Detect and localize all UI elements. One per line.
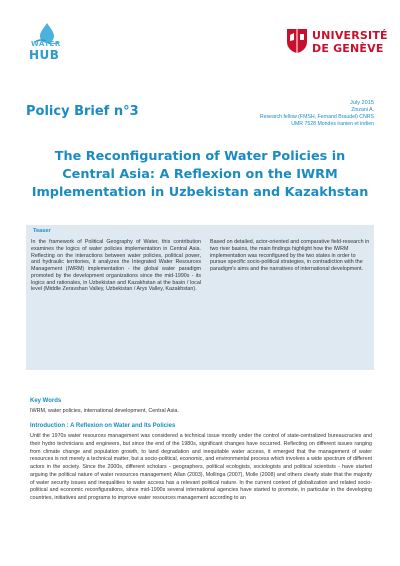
teaser-heading: Teaser — [33, 228, 51, 234]
waterhub-logo-line1: WATER — [31, 40, 61, 48]
author-unit: UMR 7528 Mondes iranien et indien — [291, 121, 374, 127]
waterhub-logo-line2: HUB — [29, 48, 60, 62]
waterhub-logo — [27, 22, 69, 68]
policy-brief-number: Policy Brief n°3 — [26, 104, 139, 119]
keywords-heading: Key Words — [30, 398, 62, 404]
university-logo — [286, 28, 388, 68]
teaser-column-left: In the framework of Political Geography of Water, this contribution examines the logics of water policies implementation in Central Asia. Reflecting on the interactions between water policies, political power, and hydraulic territories, it analyzes the Integrated Water Resources Management (IWRM) implementation - the global water paradigm promoted by the development organizations since the mid-1990s - its logics and rationales, in Uzbekistan and Kazakhstan at the basin / local level (Middle Zeravshan Valley, Uzbekistan / Arys Valley, Kazakhstan). — [31, 239, 201, 293]
document-meta — [174, 100, 374, 128]
author-affiliation: Research fellow (FMSH, Fernand Braudel) CNRS — [259, 114, 374, 120]
publication-date: July 2015 — [350, 100, 374, 106]
university-logo-line1: UNIVERSITÉ — [312, 29, 388, 42]
university-logo-line2: DE GENÈVE — [312, 42, 384, 55]
introduction-body: Until the 1970s water resources management was considered a technical issue mostly under the control of state-centralized bureaucracies and their hydro technicians and engineers, but since the end of the 1980s, significant changes have occurred. Reflecting on different issues ranging from climate change and population growth, to land degradation and inequitable water access, it emerged that the management of water resources is not merely a technical matter, but a socio-political, economic, and environmental process which involves a wide spectrum of different actors in the society. Since the 2000s, different scholars - geographers, political ecologists, sociologists and political scientists - have started arguing the political nature of water resources management; Allan (2003), Mollinga (2007), Molle (2008) and others clearly state that the majority of water security issues and inequalities to water access has a relevant political nature. In the current context of globalization and related socio-political and economic reconfigurations, since mid-1990s several international agencies have started to promote, in particular in the developing countries, initiatives and programs to improve water resources management according to an — [30, 433, 372, 501]
crest-icon — [286, 28, 308, 54]
teaser-column-right: Based on detailed, actor-oriented and comparative field-research in two river basins, the main findings highlight how the IWRM implementation was reconfigured by the two states in order to pursue specific socio-political strategies, in contradiction with the paradigm's aims and the narratives of international development. — [210, 239, 370, 272]
author: Zinzani A. — [351, 107, 374, 113]
keywords-text: IWRM, water policies, international development, Central Asia. — [30, 408, 179, 414]
document-title: The Reconfiguration of Water Policies in Central Asia: A Reflexion on the IWRM Implementation in Uzbekistan and Kazakhstan — [31, 149, 369, 200]
introduction-heading: Introduction : A Reflexion on Water and Its Policies — [30, 423, 176, 429]
